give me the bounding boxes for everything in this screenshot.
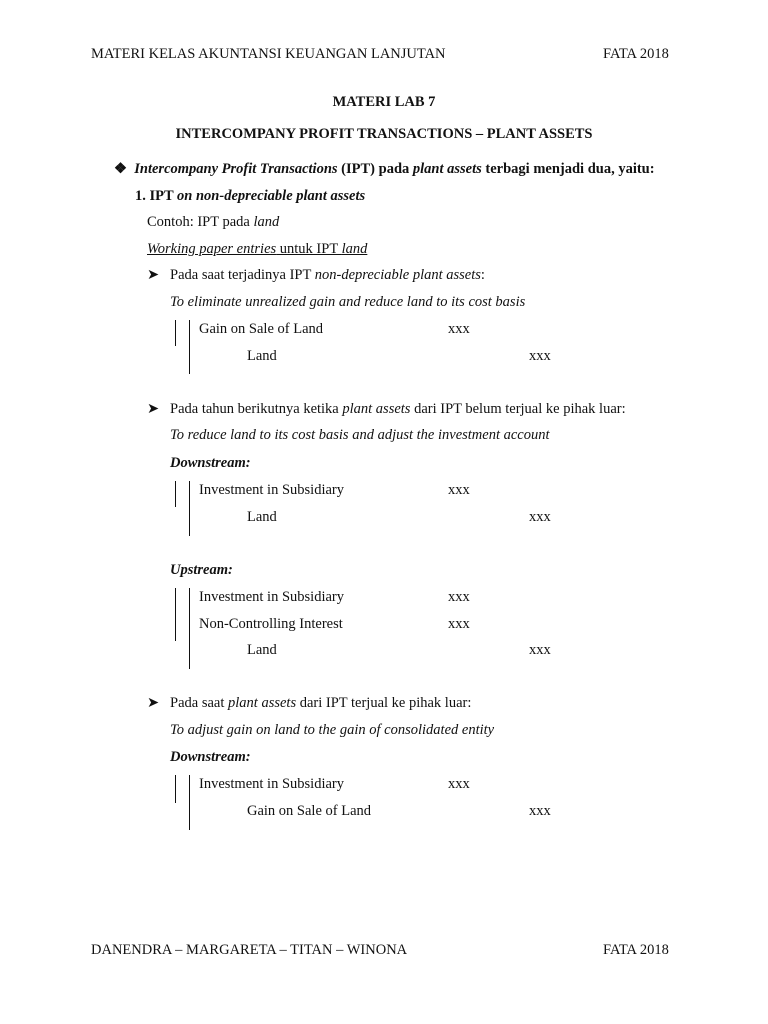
contoh-italic: land — [253, 214, 280, 230]
journal-account: Land — [247, 509, 277, 525]
wp-italic2: land — [341, 241, 368, 257]
arrow-bullet-icon: ➤ — [147, 401, 160, 417]
section1-number: 1. IPT — [135, 188, 178, 204]
point2-suffix: dari IPT belum terjual ke pihak luar: — [410, 401, 626, 417]
journal-account: Investment in Subsidiary — [199, 776, 344, 792]
point3-line — [147, 695, 471, 712]
journal-bracket-line — [175, 481, 176, 507]
point1-italic: non-depreciable plant assets — [314, 267, 481, 283]
journal-bracket-line — [189, 775, 190, 830]
journal-bracket-line — [189, 588, 190, 669]
journal-debit: xxx — [448, 776, 470, 792]
intro-line — [114, 161, 655, 178]
journal-account: Investment in Subsidiary — [199, 482, 344, 498]
journal-account: Gain on Sale of Land — [247, 803, 372, 819]
diamond-bullet-icon: ❖ — [114, 161, 127, 177]
journal-bracket-line — [175, 588, 176, 641]
downstream-label: Downstream: — [170, 455, 251, 471]
journal-account: Land — [247, 348, 277, 364]
point3-italic: plant assets — [228, 695, 297, 711]
journal-credit: xxx — [529, 348, 551, 364]
journal-bracket-line — [175, 320, 176, 346]
journal-credit: xxx — [529, 803, 551, 819]
intro-part2: (IPT) pada — [337, 161, 413, 177]
contoh-prefix: Contoh: IPT pada — [147, 214, 254, 230]
point2-prefix: Pada tahun berikutnya ketika — [170, 401, 343, 417]
journal-bracket-line — [189, 320, 190, 374]
journal-account: Gain on Sale of Land — [199, 321, 324, 337]
upstream-label: Upstream: — [170, 562, 233, 578]
contoh-line — [147, 214, 279, 231]
intro-part1: Intercompany Profit Transactions — [134, 161, 338, 177]
point1-line — [147, 267, 485, 284]
point1-prefix: Pada saat terjadinya IPT — [170, 267, 315, 283]
journal-bracket-line — [175, 775, 176, 803]
point2-italic: plant assets — [342, 401, 411, 417]
page-footer-left: DANENDRA – MARGARETA – TITAN – WINONA — [91, 942, 408, 958]
journal-credit: xxx — [529, 509, 551, 525]
working-paper-line — [147, 241, 367, 258]
arrow-bullet-icon: ➤ — [147, 695, 160, 711]
section1-italic: on non-depreciable plant assets — [177, 188, 366, 204]
point2-line — [147, 401, 626, 418]
wp-mid: untuk IPT — [276, 241, 342, 257]
point1-suffix: : — [480, 267, 485, 283]
intro-part3: plant assets — [412, 161, 482, 177]
page-header-right: FATA 2018 — [603, 46, 669, 62]
point1-purpose: To eliminate unrealized gain and reduce land to its cost basis — [170, 294, 526, 310]
point3-prefix: Pada saat — [170, 695, 229, 711]
section1-heading — [135, 188, 365, 205]
journal-bracket-line — [189, 481, 190, 536]
page-footer-right: FATA 2018 — [603, 942, 669, 958]
journal-debit: xxx — [448, 321, 470, 337]
journal-credit: xxx — [529, 642, 551, 658]
point3-suffix: dari IPT terjual ke pihak luar: — [296, 695, 472, 711]
journal-account: Non-Controlling Interest — [199, 616, 343, 632]
intro-part4: terbagi menjadi dua, yaitu: — [481, 161, 655, 177]
point3-purpose: To adjust gain on land to the gain of consolidated entity — [170, 722, 495, 738]
journal-debit: xxx — [448, 616, 470, 632]
point2-purpose: To reduce land to its cost basis and adjust the investment account — [170, 427, 550, 443]
journal-debit: xxx — [448, 482, 470, 498]
journal-debit: xxx — [448, 589, 470, 605]
page-header-left: MATERI KELAS AKUNTANSI KEUANGAN LANJUTAN — [91, 46, 446, 62]
journal-account: Investment in Subsidiary — [199, 589, 344, 605]
wp-italic: Working paper entries — [147, 241, 277, 257]
journal-account: Land — [247, 642, 277, 658]
arrow-bullet-icon: ➤ — [147, 267, 160, 283]
downstream-label: Downstream: — [170, 749, 251, 765]
document-subtitle: INTERCOMPANY PROFIT TRANSACTIONS – PLANT ASSETS — [175, 126, 593, 142]
document-title: MATERI LAB 7 — [332, 94, 436, 110]
